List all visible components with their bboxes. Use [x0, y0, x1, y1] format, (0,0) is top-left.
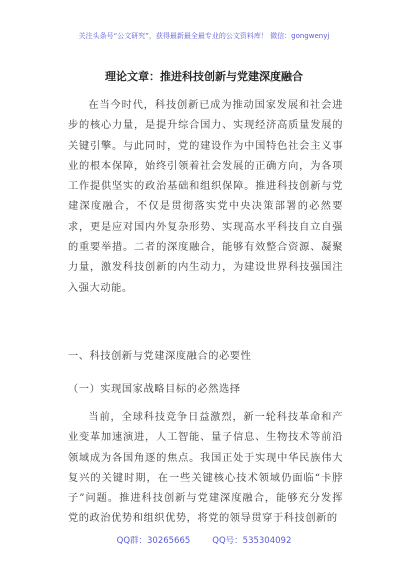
subsection-heading: （一）实现国家战略目标的必然选择 — [68, 384, 241, 395]
contact-footer — [0, 534, 408, 546]
document-title: 理论文章：推进科技创新与党建深度融合 — [105, 70, 303, 83]
promo-banner: 关注头条号“公文研究”，获得最新最全最专业的公文资料库！ 微信：gongwenyj — [78, 32, 330, 40]
qq-number-text: QQ号：535304092 — [212, 536, 292, 546]
section-heading: 一、科技创新与党建深度融合的必要性 — [68, 351, 252, 362]
qq-group-text: QQ群：30265665 — [116, 536, 191, 546]
intro-paragraph: 在当今时代，科技创新已成为推动国家发展和社会进步的核心力量，是提升综合国力、实现经济高质量发展的关键引擎。与此同时，党的建设作为中国特色社会主义事业的根本保障，始终引领着社会发展的正确方向，为各项工作提供坚实的政治基础和组织保障。推进科技创新与党建深度融合，不仅是贯彻落实党中央决策部署的必然要求，更是应对国内外复杂形势、实现高水平科技自立自强的重要举措。二者的深度融合，能够有效整合资源、凝聚力量，激发科技创新的内生动力，为建设世界科技强国注入强大动能。 — [68, 100, 343, 294]
body-paragraph: 当前，全球科技竞争日益激烈，新一轮科技革命和产业变革加速演进，人工智能、量子信息、生物技术等前沿领域成为各国角逐的焦点。我国正处于实现中华民族伟大复兴的关键时期，在一些关键核心技术领域仍面临“卡脖子”问题。推进科技创新与党建深度融合，能够充分发挥党的政治优势和组织优势，将党的领导贯穿于科技创新的 — [68, 412, 343, 525]
